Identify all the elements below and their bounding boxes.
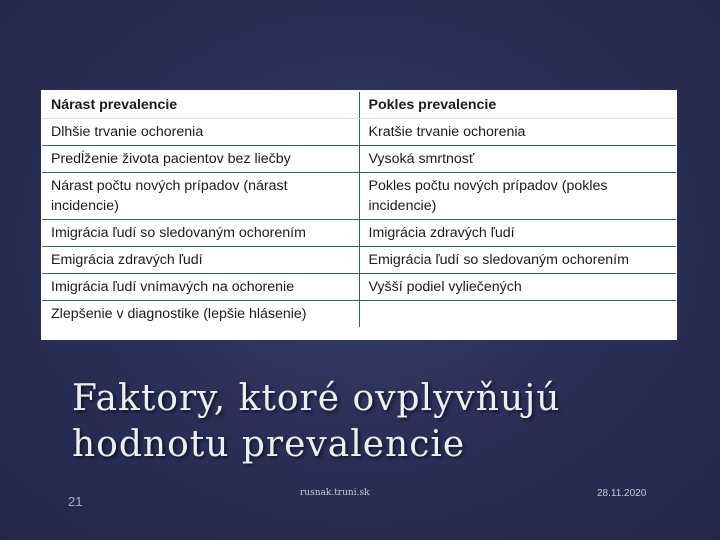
footer-date: 28.11.2020 (597, 488, 647, 499)
increase-cell: Nárast počtu nových prípadov (nárast incidencie) (42, 173, 359, 220)
decrease-cell: Vysoká smrtnosť (359, 146, 676, 173)
slide-title: Faktory, ktoré ovplyvňujú hodnotu prevalencie (72, 378, 561, 465)
increase-cell: Zlepšenie v diagnostike (lepšie hlásenie) (42, 301, 359, 328)
slide-number: 21 (68, 494, 83, 509)
prevalence-table-panel (41, 90, 677, 340)
increase-cell: Dlhšie trvanie ochorenia (42, 119, 359, 146)
increase-cell: Predĺženie života pacientov bez liečby (42, 146, 359, 173)
table-header-row (42, 92, 676, 119)
table-row (42, 301, 676, 328)
decrease-cell: Kratšie trvanie ochorenia (359, 119, 676, 146)
increase-cell: Emigrácia zdravých ľudí (42, 247, 359, 274)
footer-url: rusnak.truni.sk (300, 488, 370, 498)
table-row (42, 146, 676, 173)
table-row (42, 247, 676, 274)
header-increase: Nárast prevalencie (42, 92, 359, 119)
header-decrease: Pokles prevalencie (359, 92, 676, 119)
increase-cell: Imigrácia ľudí so sledovaným ochorením (42, 220, 359, 247)
decrease-cell: Pokles počtu nových prípadov (pokles incidencie) (359, 173, 676, 220)
table-row (42, 119, 676, 146)
decrease-cell (359, 301, 676, 328)
decrease-cell: Vyšší podiel vyliečených (359, 274, 676, 301)
decrease-cell: Emigrácia ľudí so sledovaným ochorením (359, 247, 676, 274)
table-row (42, 274, 676, 301)
increase-cell: Imigrácia ľudí vnímavých na ochorenie (42, 274, 359, 301)
prevalence-factors-table (42, 92, 676, 327)
decrease-cell: Imigrácia zdravých ľudí (359, 220, 676, 247)
table-row (42, 173, 676, 220)
table-row (42, 220, 676, 247)
